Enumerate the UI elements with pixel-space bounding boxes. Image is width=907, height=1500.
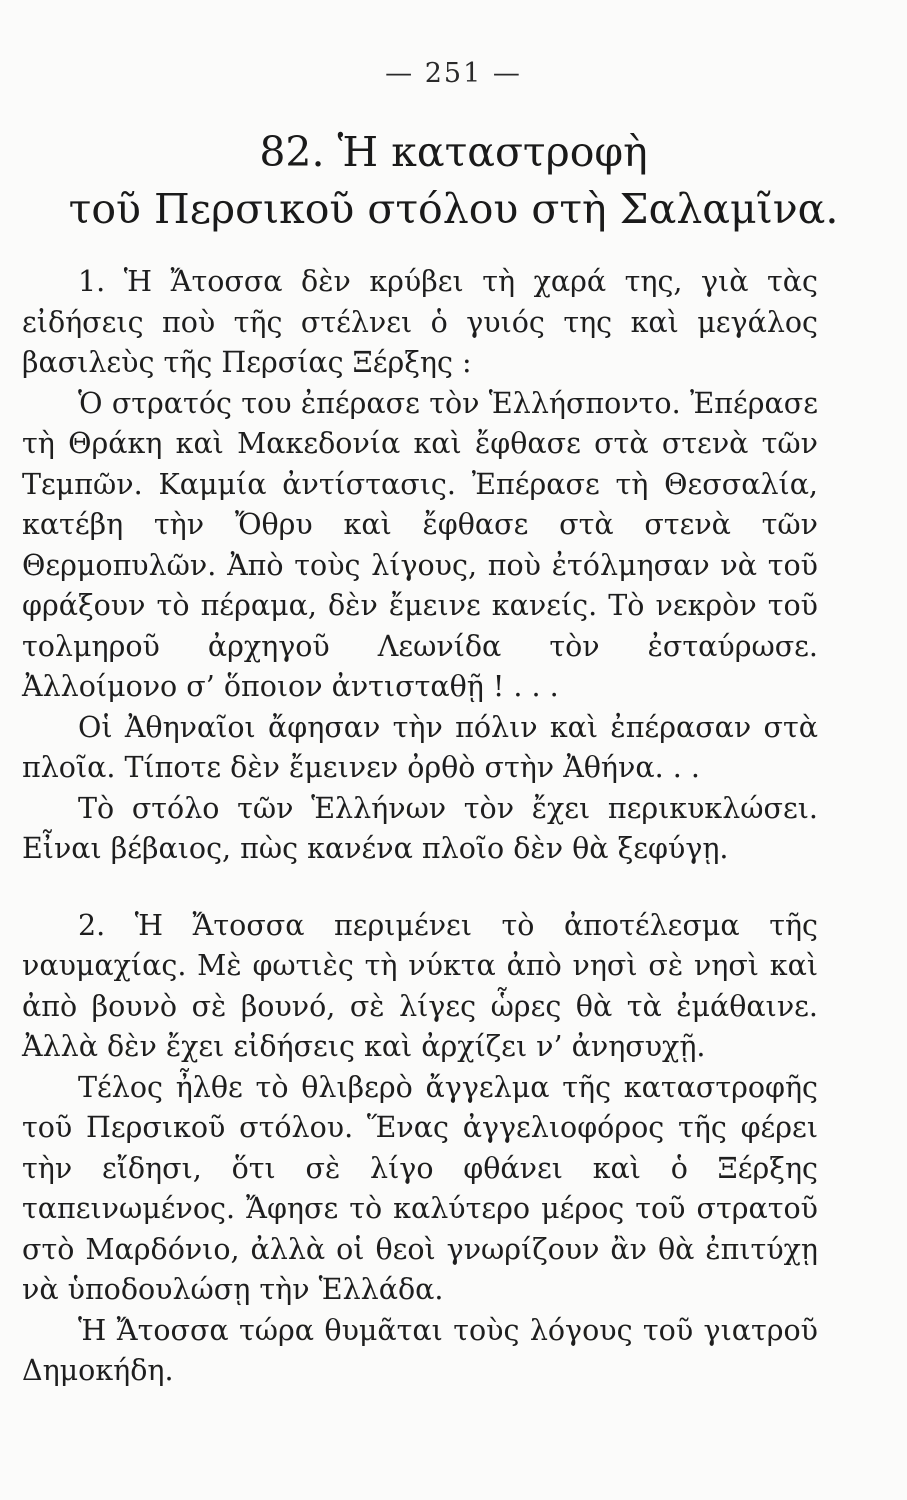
chapter-title-line-1: 82. Ἡ καταστροφὴ [259, 128, 648, 176]
chapter-body [22, 262, 818, 1392]
chapter-title-line-2: τοῦ Περσικοῦ στόλου στὴ Σαλαμῖνα. [68, 185, 839, 233]
paragraph-4: Τὸ στόλο τῶν Ἑλλήνων τὸν ἔχει περικυκλώσει. Εἶναι βέβαιος, πὼς κανένα πλοῖο δὲν θὰ ξεφύγῃ. [22, 791, 818, 865]
page-number: — 251 — [385, 58, 522, 89]
paragraph-5: 2. Ἡ Ἄτοσσα περιμένει τὸ ἀποτέλεσμα τῆς ναυμαχίας. Μὲ φωτιὲς τὴ νύκτα ἀπὸ νησὶ σὲ νησὶ καὶ ἀπὸ βουνὸ σὲ βουνό, σὲ λίγες ὧρες θὰ τὰ ἐμάθαινε. Ἀλλὰ δὲν ἔχει εἰδήσεις καὶ ἀρχίζει ν’ ἀνησυχῇ. [22, 908, 818, 1063]
paragraph-6: Τέλος ἦλθε τὸ θλιβερὸ ἄγγελμα τῆς καταστροφῆς τοῦ Περσικοῦ στόλου. Ἕνας ἀγγελιοφόρος τῆς φέρει τὴν εἴδησι, ὅτι σὲ λίγο φθάνει καὶ ὁ Ξέρξης ταπεινωμένος. Ἄφησε τὸ καλύτερο μέρος τοῦ στρατοῦ στὸ Μαρδόνιο, ἀλλὰ οἱ θεοὶ γνωρίζουν ἂν θὰ ἐπιτύχῃ νὰ ὑποδουλώσῃ τὴν Ἑλλάδα. [22, 1070, 818, 1306]
paragraph-7: Ἡ Ἄτοσσα τώρα θυμᾶται τοὺς λόγους τοῦ γιατροῦ Δημοκήδη. [22, 1313, 818, 1387]
paragraph-2: Ὁ στρατός του ἐπέρασε τὸν Ἑλλήσποντο. Ἐπέρασε τὴ Θράκη καὶ Μακεδονία καὶ ἔφθασε στὰ στενὰ τῶν Τεμπῶν. Καμμία ἀντίστασις. Ἐπέρασε τὴ Θεσσαλία, κατέβη τὴν Ὄθρυ καὶ ἔφθασε στὰ στενὰ τῶν Θερμοπυλῶν. Ἀπὸ τοὺς λίγους, ποὺ ἐτόλμησαν νὰ τοῦ φράξουν τὸ πέραμα, δὲν ἔμεινε κανείς. Τὸ νεκρὸν τοῦ τολμηροῦ ἀρχηγοῦ Λεωνίδα τὸν ἐσταύρωσε. Ἀλλοίμονο σ’ ὅποιον ἀντισταθῇ ! . . . [22, 386, 818, 703]
paragraph-3: Οἱ Ἀθηναῖοι ἄφησαν τὴν πόλιν καὶ ἐπέρασαν στὰ πλοῖα. Τίποτε δὲν ἔμεινεν ὀρθὸ στὴν Ἀθήνα. . . [22, 710, 818, 784]
section-gap [22, 870, 818, 906]
paragraph-1: 1. Ἡ Ἄτοσσα δὲν κρύβει τὴ χαρά της, γιὰ τὰς εἰδήσεις ποὺ τῆς στέλνει ὁ γυιός της καὶ μεγάλος βασιλεὺς τῆς Περσίας Ξέρξης : [22, 265, 818, 379]
